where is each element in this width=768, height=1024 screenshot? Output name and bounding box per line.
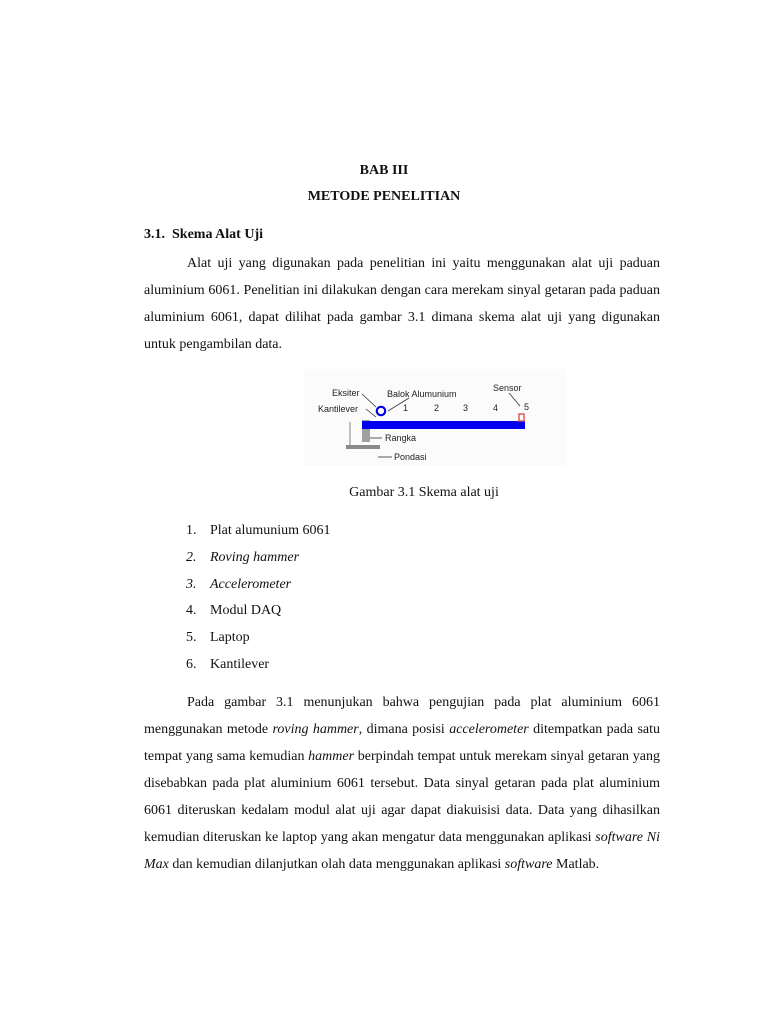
section-heading (144, 227, 263, 243)
chapter-title: METODE PENELITIAN (307, 189, 461, 204)
list-item: 1. Plat alumunium 6061 (186, 523, 331, 538)
label-pondasi: Pondasi (394, 452, 427, 462)
point-number: 5 (524, 402, 530, 412)
label-eksiter: Eksiter (332, 388, 360, 398)
aluminium-beam (362, 421, 525, 429)
label-sensor: Sensor (493, 383, 522, 393)
label-kantilever: Kantilever (318, 404, 359, 414)
section-title: Skema Alat Uji (172, 227, 263, 242)
list-item: 6. Kantilever (186, 656, 270, 672)
point-number: 4 (493, 403, 499, 413)
figure-test-rig-schematic (304, 369, 566, 466)
chapter-number: BAB III (359, 163, 409, 178)
figure-caption: Gambar 3.1 Skema alat uji (349, 485, 499, 500)
label-rangka: Rangka (385, 433, 417, 443)
point-number: 1 (403, 403, 409, 413)
list-item: 5. Laptop (186, 630, 250, 646)
figure-background (304, 369, 566, 466)
section-number: 3.1. (144, 227, 165, 242)
list-item: 3. Accelerometer (186, 576, 292, 592)
schematic-diagram (304, 369, 566, 466)
foundation-pondasi (346, 445, 380, 449)
point-number: 3 (463, 403, 469, 413)
equipment-list (186, 518, 331, 679)
paragraph-intro: Alat uji yang digunakan pada penelitian ini yaitu menggunakan alat uji paduan aluminium 6061. Penelitian ini dilakukan dengan cara merekam sinyal getaran pada paduan aluminium 6061, dapat dilihat pada gambar 3.1 dimana skema alat uji yang digunakan untuk pengambilan data. (144, 256, 660, 352)
list-item: 4. Modul DAQ (186, 603, 282, 619)
paragraph-explanation: Pada gambar 3.1 menunjukan bahwa pengujian pada plat aluminium 6061 menggunakan metode roving hammer, dimana posisi accelerometer ditempatkan pada satu tempat yang sama kemudian hammer berpindah tempat untuk merekam sinyal getaran yang disebabkan pada plat aluminium 6061 tersebut. Data sinyal getaran pada plat aluminium 6061 diteruskan kedalam modul alat uji agar dapat diakuisisi data. Data yang dihasilkan kemudian diteruskan ke laptop yang akan mengatur data menggunakan aplikasi software Ni Max dan kemudian dilanjutkan olah data menggunakan aplikasi software Matlab. (144, 695, 660, 872)
label-balok: Balok Alumunium (387, 389, 457, 399)
point-number: 2 (434, 403, 440, 413)
list-item: 2. Roving hammer (186, 549, 300, 565)
